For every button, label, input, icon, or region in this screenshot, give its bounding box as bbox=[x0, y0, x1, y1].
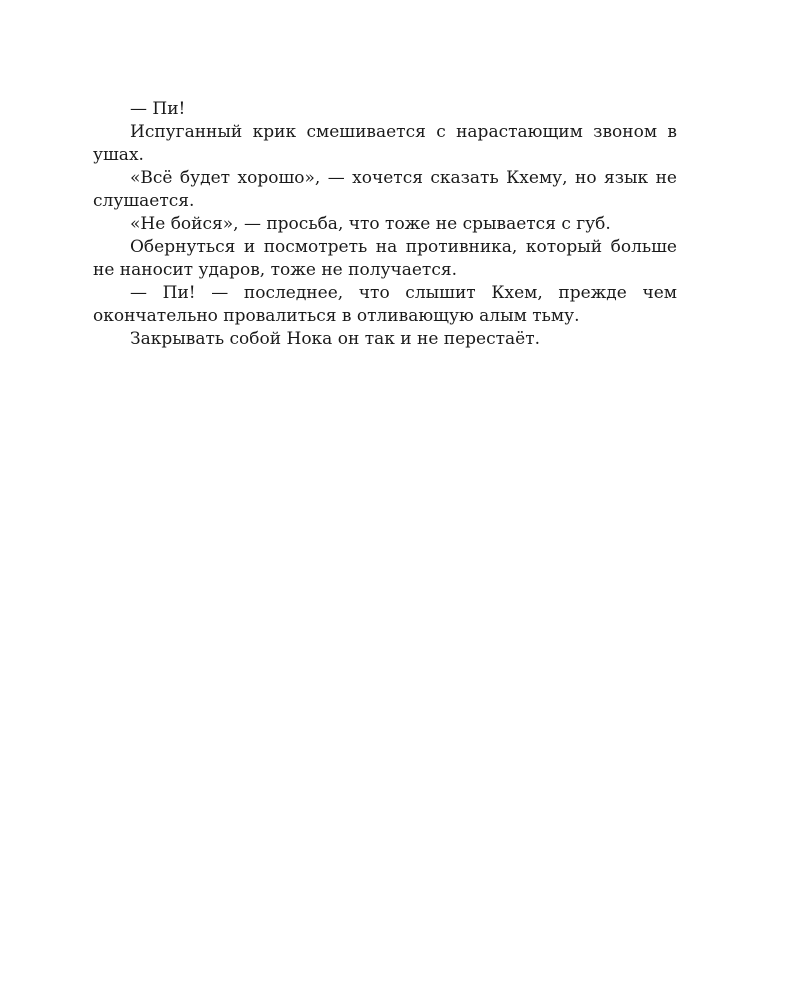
paragraph: «Всё будет хорошо», — хочется сказать Кхему, но язык не слушается. bbox=[93, 168, 677, 211]
page-text bbox=[93, 98, 677, 351]
paragraph: «Не бойся», — просьба, что тоже не срывается с губ. bbox=[130, 214, 611, 234]
paragraph: Испуганный крик смешивается с нарастающим звоном в ушах. bbox=[93, 122, 677, 165]
paragraph: Обернуться и посмотреть на противника, который больше не наносит ударов, тоже не получается. bbox=[93, 237, 677, 280]
paragraph: — Пи! bbox=[130, 99, 186, 119]
paragraph: — Пи! — последнее, что слышит Кхем, прежде чем окончательно провалиться в отливающую алым тьму. bbox=[93, 283, 677, 326]
paragraph: Закрывать собой Нока он так и не перестаёт. bbox=[130, 329, 541, 349]
